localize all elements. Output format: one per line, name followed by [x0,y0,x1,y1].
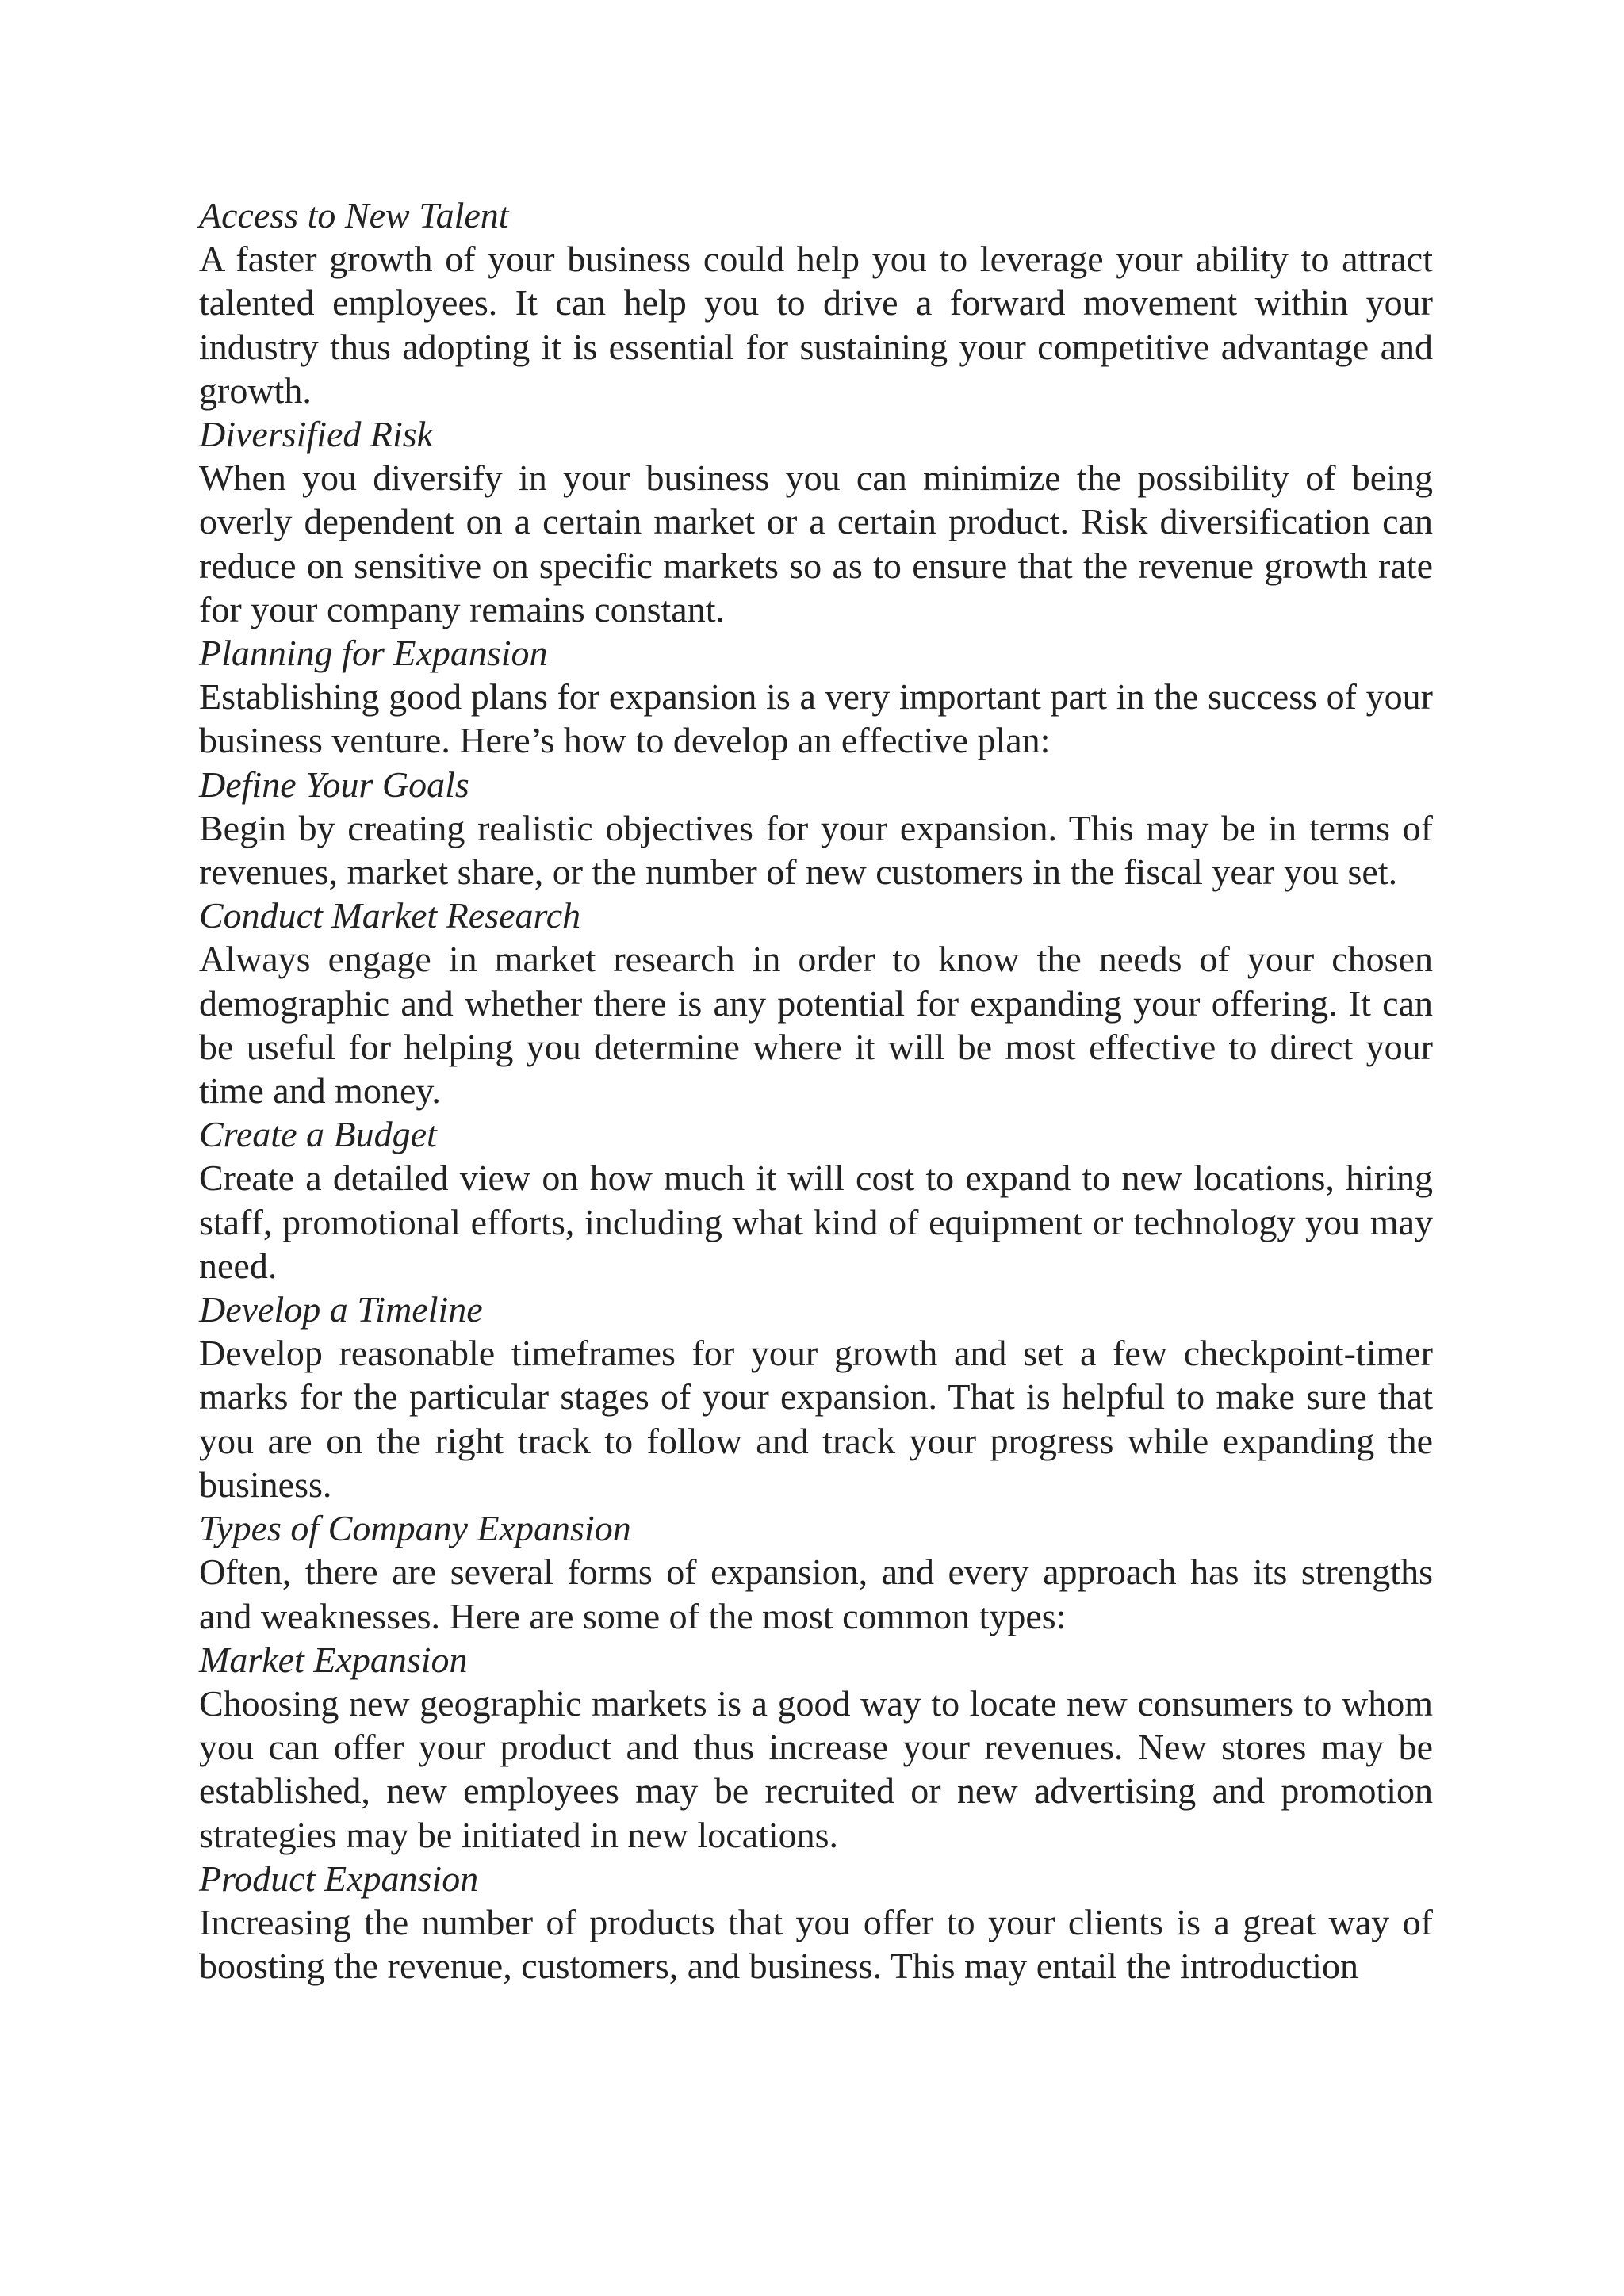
section-heading-market-expansion: Market Expansion [199,1639,468,1680]
section-heading-develop-a-timeline: Develop a Timeline [199,1289,483,1330]
section-heading-planning-for-expansion: Planning for Expansion [199,633,548,674]
section-body-conduct-market-research: Always engage in market research in order to know the needs of your chosen demographic and whether there is any potential for expanding your offering. It can be useful for helping you determine where it will be most effective to direct your time and money. [199,939,1433,1112]
section-body-create-a-budget: Create a detailed view on how much it will cost to expand to new locations, hiring staff, promotional efforts, including what kind of equipment or technology you may need. [199,1158,1433,1286]
section-body-develop-a-timeline: Develop reasonable timeframes for your growth and set a few checkpoint-timer marks for the particular stages of your expansion. That is helpful to make sure that you are on the right track to follow and track your progress while expanding the business. [199,1333,1433,1505]
section-heading-diversified-risk: Diversified Risk [199,414,434,455]
section-body-access-to-new-talent: A faster growth of your business could help you to leverage your ability to attract talented employees. It can help you to drive a forward movement within your industry thus adopting it is essential for sustaining your competitive advantage and growth. [199,239,1433,411]
section-heading-types-of-company-expansion: Types of Company Expansion [199,1508,631,1549]
section-heading-create-a-budget: Create a Budget [199,1114,437,1155]
section-body-product-expansion: Increasing the number of products that you offer to your clients is a great way of boosting the revenue, customers, and business. This may entail the introduction [199,1901,1433,1987]
section-heading-access-to-new-talent: Access to New Talent [199,195,509,235]
section-body-define-your-goals: Begin by creating realistic objectives for your expansion. This may be in terms of revenues, market share, or the number of new customers in the fiscal year you set. [199,807,1433,893]
section-body-diversified-risk: When you diversify in your business you can minimize the possibility of being overly dependent on a certain market or a certain product. Risk diversification can reduce on sensitive on specific markets so as to ensure that the revenue growth rate for your company remains constant. [199,457,1433,629]
section-heading-define-your-goals: Define Your Goals [199,763,469,805]
document-page [199,193,1433,1988]
section-body-planning-for-expansion: Establishing good plans for expansion is a very important part in the success of your business venture. Here’s how to develop an effective plan: [199,676,1433,761]
section-body-types-of-company-expansion: Often, there are several forms of expansion, and every approach has its strengths and weaknesses. Here are some of the most common types: [199,1552,1433,1636]
section-heading-conduct-market-research: Conduct Market Research [199,895,581,936]
section-heading-product-expansion: Product Expansion [199,1858,479,1899]
section-body-market-expansion: Choosing new geographic markets is a good way to locate new consumers to whom you can offer your product and thus increase your revenues. New stores may be established, new employees may be recruited or new advertising and promotion strategies may be initiated in new locations. [199,1682,1433,1855]
